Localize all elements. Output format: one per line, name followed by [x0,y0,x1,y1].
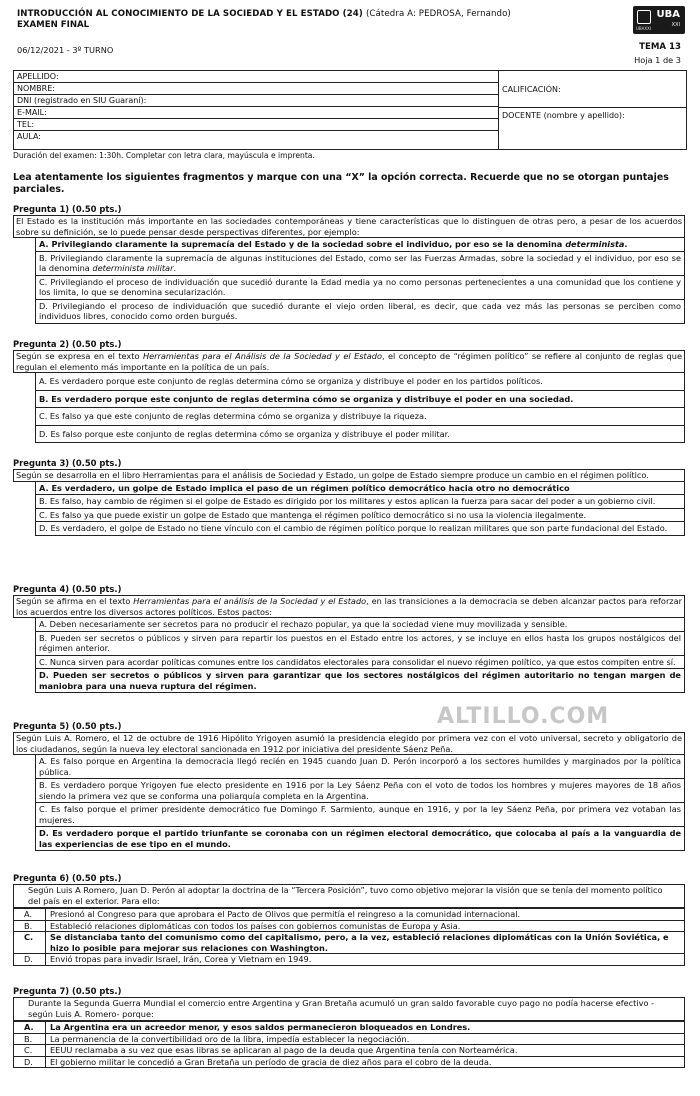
question-1 [13,204,685,324]
question-stem: Según se desarrolla en el libro Herramientas para el análisis de Sociedad y Estado, un golpe de Estado siempre produce un cambio en el régimen político. [13,469,685,482]
course-title: INTRODUCCIÓN AL CONOCIMIENTO DE LA SOCIEDAD Y EL ESTADO (24) (Cátedra A: PEDROSA, Fernando) [17,9,511,19]
option-c[interactable]: C. Se distanciaba tanto del comunismo como del capitalismo, pero, a la vez, estableció relaciones diplomáticas con la Unión Soviética, e hizo lo posible para mejorar sus relaciones con Washington. [14,931,684,953]
uba-logo [633,6,685,34]
exam-type: EXAMEN FINAL [17,20,90,30]
options-table [13,908,685,966]
question-5 [13,721,685,851]
question-header: Pregunta 3) (0.50 pts.) [13,458,122,468]
question-6 [13,873,685,966]
option-d[interactable]: D. Privilegiando el proceso de individuación que sucedió durante el viejo orden liberal, es decir, que cada vez más las personas se perciben como individuos libres, conocido como orden burgués. [35,300,685,324]
question-stem: Durante la Segunda Guerra Mundial el comercio entre Argentina y Gran Bretaña acumuló un gran saldo favorable cuyo pago no podía hacerse efectivo -según Luis A. Romero- porque: [13,997,685,1021]
logo-small: UBAXXI [636,26,652,31]
question-stem: Según se expresa en el texto Herramientas para el Análisis de la Sociedad y el Estado, el concepto de “régimen político” se refiere al conjunto de reglas que regulan el elemento más importante en la política de un país. [13,350,685,373]
option-c[interactable]: C. Privilegiando el proceso de individuación que sucedió durante la Edad media ya no como personas pertenecientes a una comunidad que los contiene y los limita, lo que se denomina secularización. [35,276,685,300]
option-c[interactable]: C. Es falso porque el primer presidente democrático fue Domingo F. Sarmiento, aunque en 1916, y por la ley Sáenz Peña, por primera vez votaban las mujeres. [35,803,685,827]
page-number: Hoja 1 de 3 [634,55,681,65]
question-header: Pregunta 2) (0.50 pts.) [13,339,122,349]
question-stem: El Estado es la institución más importante en las sociedades contemporáneas y tiene características que lo distinguen de otras pero, a pesar de los acuerdos sobre su definición, se lo puede pensar desde perspectivas diferentes, por ejemplo: [13,215,685,238]
option-b[interactable]: B. Estableció relaciones diplomáticas con todos los países con gobiernos comunistas de Europa y Asia. [14,920,684,932]
question-7 [13,986,685,1068]
question-header: Pregunta 6) (0.50 pts.) [13,873,122,883]
exam-date: 06/12/2021 - 3º TURNO [17,45,114,55]
field-aula[interactable]: AULA: [17,132,41,141]
field-tel[interactable]: TEL: [14,119,498,131]
option-a[interactable]: A. Es falso porque en Argentina la democracia llegó recién en 1945 cuando Juan D. Perón incorporó a los sectores humildes y marginados por la política pública. [35,755,685,779]
question-stem: Según se afirma en el texto Herramientas para el análisis de la Sociedad y el Estado, en las transiciones a la democracia se deben alcanzar pactos para reforzar los acuerdos entre los diversos actores políticos. Estos pactos: [13,595,685,618]
option-b[interactable]: B. Es verdadero porque Yrigoyen fue electo presidente en 1916 por la Ley Sáenz Peña con el voto de todos los hombres y mujeres mayores de 18 años siendo la primera vez que se conforma una poliarquía completa en la Argentina. [35,779,685,803]
tema-label: TEMA 13 [639,42,681,52]
catedra: (Cátedra A: PEDROSA, Fernando) [365,9,511,19]
field-apellido[interactable]: APELLIDO: [14,71,498,83]
field-docente[interactable]: DOCENTE (nombre y apellido): [502,111,625,120]
question-stem: Según Luis A Romero, Juan D. Perón al adoptar la doctrina de la “Tercera Posición”, tuvo como objetivo mejorar la visión que se tenía del momento político del país en el exterior. Para ello: [13,884,685,908]
student-id-box [13,70,687,150]
question-3 [13,458,685,536]
option-d[interactable]: D. El gobierno militar le concedió a Gran Bretaña un período de gracia de diez años para el cobro de la deuda. [14,1056,684,1068]
exam-header [13,0,687,70]
question-4 [13,584,685,693]
option-b[interactable]: B. Pueden ser secretos o públicos y sirven para repartir los puestos en el Estado entre los actores, y se incluye en ellos hasta los grupos nostálgicos del régimen anterior. [35,632,685,656]
option-c[interactable]: C. Es falso ya que este conjunto de reglas determina cómo se organiza y distribuye la riqueza. [35,408,685,426]
exam-duration: Duración del examen: 1:30h. Completar con letra clara, mayúscula e imprenta. [13,151,315,160]
field-calificacion[interactable]: CALIFICACIÓN: [499,71,686,108]
question-header: Pregunta 4) (0.50 pts.) [13,584,122,594]
option-d[interactable]: D. Es verdadero porque el partido triunfante se coronaba con un régimen electoral democrático, que colocaba al país a la vanguardia de las experiencias de ese tipo en el mundo. [35,827,685,851]
watermark: ALTILLO.COM [437,704,610,729]
question-stem: Según Luis A. Romero, el 12 de octubre de 1916 Hipólito Yrigoyen asumió la presidencia elegido por primera vez con el voto universal, secreto y obligatorio de los ciudadanos, según la nueva ley electoral sancionada en 1912 por iniciativa del presidente Sáenz Peña. [13,732,685,755]
option-b[interactable]: B. Privilegiando claramente la supremacía de algunas instituciones del Estado, como ser las Fuerzas Armadas, sobre la sociedad y el individuo, por eso se la denomina determinista militar. [35,252,685,276]
question-header: Pregunta 1) (0.50 pts.) [13,204,122,214]
option-a[interactable]: A. Privilegiando claramente la supremacía del Estado y de la sociedad sobre el individuo, por eso se la denomina determinista. [35,238,685,252]
field-nombre[interactable]: NOMBRE: [14,83,498,95]
instructions: Lea atentamente los siguientes fragmentos y marque con una “X” la opción correcta. Recuerde que no se otorgan puntajes parciales. [13,172,669,195]
option-b[interactable]: B. La permanencia de la convertibilidad oro de la libra, impedía establecer la negociación. [14,1033,684,1045]
option-c[interactable]: C. EEUU reclamaba a su vez que esas libras se aplicaran al pago de la deuda que Argentina tenía con Norteamérica. [14,1044,684,1056]
crest-icon [637,10,651,24]
logo-main: UBA [656,9,680,20]
logo-sub: XXI [671,22,680,28]
field-email[interactable]: E-MAIL: [14,107,498,119]
option-d[interactable]: D. Envió tropas para invadir Israel, Irán, Corea y Vietnam en 1949. [14,953,684,965]
question-2 [13,339,685,443]
option-a[interactable]: A. Es verdadero, un golpe de Estado implica el paso de un régimen político democrático hacia otro no democrático [35,482,685,496]
option-a[interactable]: A. Deben necesariamente ser secretos para no producir el rechazo popular, ya que la sociedad viene muy movilizada y sensible. [35,618,685,632]
exam-page [13,0,687,1067]
options-table [13,1021,685,1068]
question-header: Pregunta 5) (0.50 pts.) [13,721,122,731]
question-header: Pregunta 7) (0.50 pts.) [13,986,122,996]
option-d[interactable]: D. Es falso porque este conjunto de reglas determina cómo se organiza y distribuye el poder militar. [35,426,685,444]
field-dni[interactable]: DNI (registrado en SIU Guaraní): [14,95,498,107]
option-b[interactable]: B. Es verdadero porque este conjunto de reglas determina cómo se organiza y distribuye el poder en una sociedad. [35,391,685,409]
option-a[interactable]: A. Presionó al Congreso para que aprobara el Pacto de Olivos que permitía el reingreso a la comunidad internacional. [14,908,684,920]
option-b[interactable]: B. Es falso, hay cambio de régimen si el golpe de Estado es dirigido por los militares y estos aplican la fuerza para sacar del poder a un gobierno civil. [35,495,685,509]
option-c[interactable]: C. Nunca sirven para acordar políticas comunes entre los candidatos electorales para consolidar el nuevo régimen político, ya que estos compiten entre sí. [35,656,685,670]
option-c[interactable]: C. Es falso ya que puede existir un golpe de Estado que mantenga el régimen político democrático si no usa la violencia ilegalmente. [35,509,685,523]
option-a[interactable]: A. Es verdadero porque este conjunto de reglas determina cómo se organiza y distribuye el poder en los partidos políticos. [35,373,685,391]
option-d[interactable]: D. Pueden ser secretos o públicos y sirven para garantizar que los sectores nostálgicos del régimen autoritario no tengan margen de maniobra para una nueva ruptura del régimen. [35,669,685,693]
student-fields [14,71,499,149]
option-a[interactable]: A. La Argentina era un acreedor menor, y esos saldos permanecieron bloqueados en Londres. [14,1021,684,1033]
option-d[interactable]: D. Es verdadero, el golpe de Estado no tiene vínculo con el cambio de régimen político porque lo realizan militares que son parte fundacional del Estado. [35,522,685,536]
